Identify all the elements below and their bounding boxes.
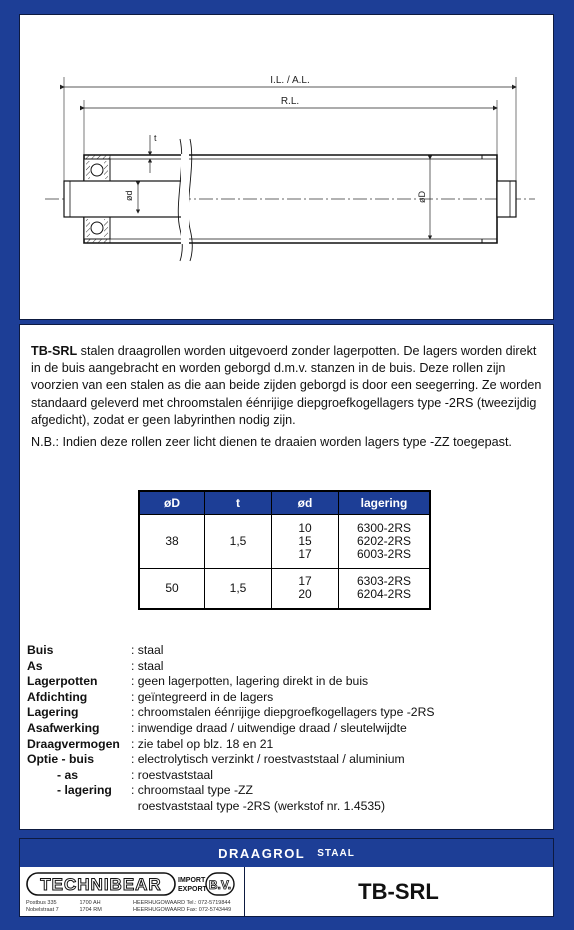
table-cell-lagering-value: 6202-2RS <box>356 534 412 548</box>
spec-value: : geen lagerpotten, lagering direkt in de buis <box>131 674 369 689</box>
spec-row <box>27 674 547 690</box>
dim-label-d-big: øD <box>417 191 427 203</box>
table-row <box>139 569 430 609</box>
logo-tag-import: IMPORT <box>178 877 206 884</box>
table-cell-lagering-value: 6303-2RS <box>356 574 412 589</box>
spec-label: Afdichting <box>27 689 88 704</box>
dim-label-t: t <box>154 133 157 143</box>
table-cell-d-value: 17 <box>298 574 312 589</box>
spec-value: : electrolytisch verzinkt / roestvaststaal / aluminium <box>131 752 405 767</box>
spec-value: : chroomstalen éénrijige diepgroefkogellagers type -2RS <box>131 705 435 720</box>
spec-label <box>27 799 131 815</box>
table-cell-d-value: 15 <box>298 534 312 548</box>
spec-label: As <box>27 658 43 673</box>
table-cell-D: 50 <box>139 569 205 609</box>
note-text: N.B.: Indien deze rollen zeer licht dienen te draaien worden lagers type -ZZ toegepast. <box>31 435 512 449</box>
technibear-logo-icon <box>26 871 236 897</box>
table-cell-lagering-value: 6003-2RS <box>356 547 412 561</box>
product-name: TB-SRL <box>31 344 78 358</box>
category-title: DRAAGROL <box>218 845 306 861</box>
spec-row <box>27 643 547 659</box>
spec-label: Asafwerking <box>27 720 100 735</box>
spec-value: roestvaststaal type -2RS (werkstof nr. 1.4535) <box>131 798 386 813</box>
table-row <box>139 515 430 569</box>
logo-text: TECHNIBEAR <box>40 875 162 894</box>
spec-row <box>27 721 547 737</box>
table-cell-D: 38 <box>139 515 205 569</box>
address-line: 1704 RM <box>79 906 102 913</box>
company-block <box>20 867 245 916</box>
spec-row <box>27 659 547 675</box>
spec-row <box>27 799 547 815</box>
table-header-lagering: lagering <box>339 491 431 515</box>
address-line: Nobelstraat 7 <box>26 906 59 913</box>
table-cell-d <box>272 569 339 609</box>
spec-value: : roestvaststaal <box>131 767 213 782</box>
spec-label: - lagering <box>57 783 112 798</box>
table-cell-d <box>272 515 339 569</box>
dimension-table <box>138 490 431 610</box>
dim-label-d-small: ød <box>124 190 134 201</box>
dim-label-rl: R.L. <box>280 96 300 107</box>
spec-label: Buis <box>27 643 54 657</box>
address-line: 1700 AH <box>79 900 101 906</box>
address-line: HEERHUGOWAARD <box>133 906 186 913</box>
spec-row <box>27 752 547 768</box>
company-address <box>26 900 240 913</box>
spec-value: : staal <box>131 658 164 673</box>
table-header-D: øD <box>139 491 205 515</box>
table-cell-d-value: 17 <box>298 547 312 561</box>
spec-row <box>27 768 547 784</box>
product-code: TB-SRL <box>358 878 439 904</box>
roller-technical-drawing <box>20 15 553 319</box>
spec-label: Draagvermogen <box>27 736 120 751</box>
address-line: HEERHUGOWAARD <box>133 900 186 906</box>
specification-list <box>27 643 547 815</box>
table-cell-lagering-value: 6204-2RS <box>356 587 412 602</box>
table-cell-lagering <box>339 569 431 609</box>
spec-label: - as <box>57 767 79 782</box>
address-line: Postbus 335 <box>26 900 57 906</box>
dim-label-il-al: I.L. / A.L. <box>270 75 310 86</box>
table-cell-t: 1,5 <box>205 515 272 569</box>
spec-label: Lagerpotten <box>27 674 98 689</box>
company-logo <box>26 871 236 897</box>
logo-tag-export: EXPORT <box>178 886 207 893</box>
spec-label: Optie - buis <box>27 752 95 767</box>
spec-row <box>27 705 547 721</box>
category-subtitle: STAAL <box>317 847 355 859</box>
logo-suffix: B.V. <box>208 878 232 892</box>
description-panel <box>19 324 554 830</box>
spec-row <box>27 783 547 799</box>
address-line: Fax: 072-5743449 <box>186 906 232 913</box>
spec-value: : geïntegreerd in de lagers <box>131 689 274 704</box>
spec-value: : zie tabel op blz. 18 en 21 <box>131 736 274 751</box>
category-bar <box>20 839 553 867</box>
spec-value: : chroomstaal type -ZZ <box>131 783 253 798</box>
table-cell-t: 1,5 <box>205 569 272 609</box>
description-text: stalen draagrollen worden uitgevoerd zonder lagerpotten. De lagers worden direkt in de buis aangebracht en worden geborgd d.m.v. stanzen in de buis. Deze rollen zijn voorzien van een stalen as die aan beide zijden geborgd is door een seegerring. Ze worden standaard geleverd met chroomstalen éénrijige diepgroefkogellagers type -2RS (tweezijdig afgedicht), zodat er geen labyrinthen nodig zijn. <box>31 344 542 427</box>
table-cell-lagering <box>339 515 431 569</box>
spec-row <box>27 690 547 706</box>
spec-label: Lagering <box>27 705 79 720</box>
table-header-t: t <box>205 491 272 515</box>
table-cell-lagering-value: 6300-2RS <box>356 521 412 535</box>
spec-row <box>27 737 547 753</box>
footer-panel <box>19 838 554 917</box>
table-cell-d-value: 10 <box>298 521 312 535</box>
table-header-d: ød <box>272 491 339 515</box>
spec-value: : staal <box>131 643 164 657</box>
address-line: Tel.: 072-5719844 <box>186 900 231 906</box>
table-cell-d-value: 20 <box>298 587 312 602</box>
product-description <box>31 343 546 429</box>
technical-drawing-panel <box>19 14 554 320</box>
spec-value: : inwendige draad / uitwendige draad / sleutelwijdte <box>131 720 407 735</box>
